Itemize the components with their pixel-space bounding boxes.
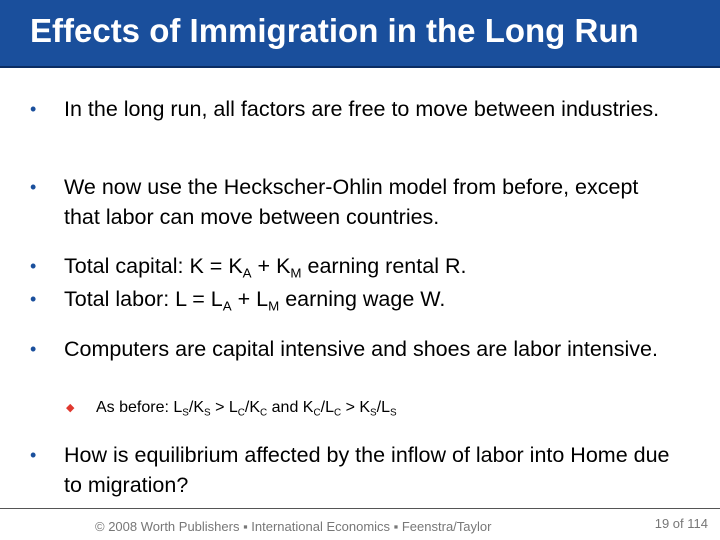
footer-copyright: © 2008 Worth Publishers ▪ International Economics ▪ Feenstra/Taylor [95, 519, 492, 534]
bullet-marker: • [30, 289, 37, 309]
bullet-item [30, 284, 680, 314]
bullet-marker: • [30, 256, 37, 276]
sub-bullet-text: As before: $L_S/K_S > L_C/K_C$ and $K_C/L_C > K_S/L_S$ [96, 399, 397, 419]
bullet-marker: • [30, 177, 37, 197]
footer-divider [0, 508, 720, 509]
bullet-item [30, 251, 680, 281]
sub-bullet-item [66, 397, 666, 419]
bullet-text: How is equilibrium affected by the inflow of labor into Home due to migration? [64, 443, 670, 497]
bullet-marker: • [30, 445, 37, 465]
bullet-text: Computers are capital intensive and shoes are labor intensive. [64, 337, 658, 361]
bullet-item [30, 440, 680, 500]
bullet-text: We now use the Heckscher-Ohlin model from before, except that labor can move between countries. [64, 175, 639, 229]
bullet-item [30, 172, 680, 232]
bullet-item [30, 334, 680, 364]
bullet-item [30, 94, 680, 124]
bullet-text: Total labor: $L = L_A + L_M$ earning wage W. [64, 287, 446, 314]
bullet-marker: • [30, 99, 37, 119]
bullet-text: In the long run, all factors are free to move between industries. [64, 97, 660, 121]
diamond-icon: ◆ [66, 402, 75, 414]
bullet-marker: • [30, 339, 37, 359]
page-number: 19 of 114 [654, 516, 708, 531]
slide-title: Effects of Immigration in the Long Run [30, 12, 639, 49]
bullet-text: Total capital: $K = K_A + K_M$ earning rental R. [64, 254, 467, 281]
